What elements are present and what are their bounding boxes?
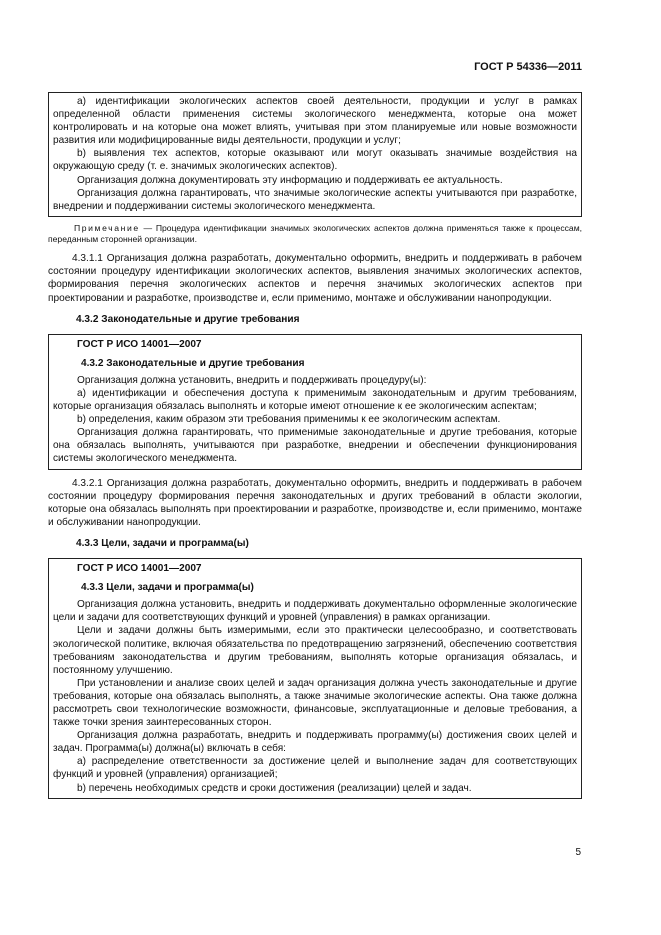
box2-para-guarantee: Организация должна гарантировать, что применимые законодательные и другие требования, которые она обязалась выполнять, учитываются при разработке, внедрении и обеспечении функционирования системы экологического менеджмента. — [53, 427, 577, 465]
document-header: ГОСТ Р 54336—2011 — [474, 61, 582, 73]
page-content — [48, 92, 582, 799]
page-number: 5 — [575, 847, 581, 858]
box3-section-title: 4.3.3 Цели, задачи и программа(ы) — [81, 582, 254, 594]
box1-para-document: Организация должна документировать эту информацию и поддерживать ее актуальность. — [77, 174, 503, 186]
box1-para-guarantee: Организация должна гарантировать, что значимые экологические аспекты учитываются при разработке, внедрении и поддерживании системы экологического менеджмента. — [53, 187, 577, 212]
box2-standard-title: ГОСТ Р ИСО 14001—2007 — [77, 338, 202, 350]
note-label: Примечание — [74, 222, 140, 233]
clause-4-3-2-1: 4.3.2.1 Организация должна разработать, документально оформить, внедрить и поддерживать в рабочем состоянии процедуру формирования перечня законодательных и других требований в области экологии, которые она обязалась выполнять при проектировании и разработке, производстве и, если применимо, монтаже и обслуживании нанопродукции. — [48, 477, 582, 528]
box2-para-intro: Организация должна установить, внедрить и поддерживать процедуру(ы): — [77, 374, 427, 386]
quote-box-legal — [48, 334, 582, 470]
note — [48, 223, 582, 245]
box3-para-b: b) перечень необходимых средств и сроки достижения (реализации) целей и задач. — [77, 782, 472, 794]
box3-para-3: При установлении и анализе своих целей и задач организация должна учесть законодательные и другие требования, которые она обязалась выполнять, а также значимые экологические аспекты. Она также должна рассмотреть свои технологические возможности, финансовые, эксплуатационные и деловые требования, а также точки зрения заинтересованных сторон. — [53, 677, 577, 729]
clause-4-3-1-1: 4.3.1.1 Организация должна разработать, документально оформить, внедрить и поддерживать в рабочем состоянии процедуру идентификации экологических аспектов, выявления значимых экологических аспектов, формирования перечня экологических аспектов и перечня значимых экологических аспектов при проектировании и разработке, производстве и, если применимо, монтаже и обслуживании нанопродукции. — [48, 253, 582, 304]
box2-para-a: a) идентификации и обеспечения доступа к применимым законодательным и другим требованиям, которые организация обязалась выполнять и которые имеют отношение к ее экологическим аспектам; — [53, 388, 577, 413]
section-heading-4-3-2: 4.3.2 Законодательные и другие требования — [76, 313, 300, 325]
quote-box-objectives — [48, 558, 582, 799]
box1-para-b: b) выявления тех аспектов, которые оказывают или могут оказывать значимые воздействия на окружающую среду (т. е. значимых экологических аспектов). — [53, 148, 577, 173]
box3-para-2: Цели и задачи должны быть измеримыми, если это практически целесообразно, и соответствовать экологической политике, включая обязательства по предотвращению загрязнений, обеспечению соответствия требованиям законодательства и другим требованиям, выполнять которые организация обязалась, и постоянному улучшению. — [53, 625, 577, 676]
box2-section-title: 4.3.2 Законодательные и другие требования — [81, 357, 305, 369]
box2-para-b: b) определения, каким образом эти требования применимы к ее экологическим аспектам. — [77, 414, 501, 426]
section-heading-4-3-3: 4.3.3 Цели, задачи и программа(ы) — [76, 537, 249, 549]
box3-para-1: Организация должна установить, внедрить и поддерживать документально оформленные экологические цели и задачи для соответствующих функций и уровней (управления) в рамках организации. — [53, 599, 577, 624]
box3-para-a: a) распределение ответственности за достижение целей и выполнение задач для соответствующих функций и уровней (управления) организацией; — [53, 756, 577, 781]
box3-standard-title: ГОСТ Р ИСО 14001—2007 — [77, 563, 202, 575]
note-text: — Процедура идентификации значимых экологических аспектов должна применяться также к процессам, переданным сторонней организации. — [48, 222, 582, 245]
box1-para-a: a) идентификации экологических аспектов своей деятельности, продукции и услуг в рамках определенной области применения системы экологического менеджмента, которые она может контролировать и на которые она может влиять, учитывая при этом планируемые или новые возможности развития или модифицированные виды деятельности, продукции и услуг; — [53, 96, 577, 147]
quote-box-aspects — [48, 92, 582, 217]
box3-para-4: Организация должна разработать, внедрить и поддерживать программу(ы) достижения своих целей и задач. Программа(ы) должна(ы) включать в себя: — [53, 730, 577, 755]
